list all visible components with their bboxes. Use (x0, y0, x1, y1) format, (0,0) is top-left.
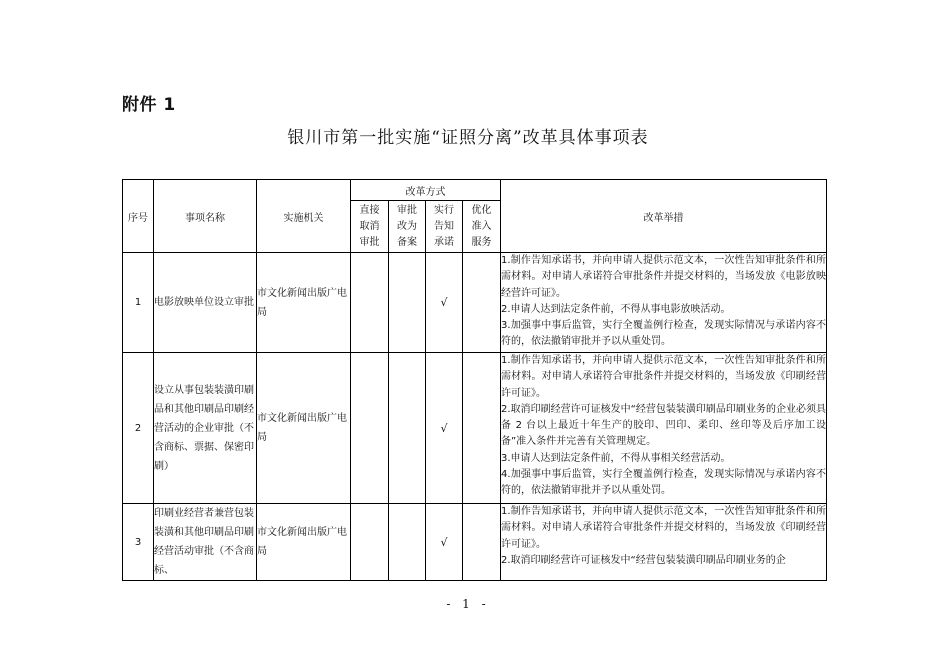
measure-item: 1.制作告知承诺书，并向申请人提供示范文本，一次性告知审批条件和所需材料。对申请人承诺符合审批条件并提交材料的，当场发放《印刷经营许可证》。 (501, 506, 826, 550)
row-agency: 市文化新闻出版广电局 (257, 353, 351, 504)
document-title: 银川市第一批实施“证照分离”改革具体事项表 (287, 128, 649, 148)
table-row (123, 253, 827, 353)
row-measures (501, 504, 827, 581)
mark-notice-commitment: √ (426, 353, 463, 504)
row-seq: 3 (123, 504, 154, 581)
row-item-name: 电影放映单位设立审批 (154, 253, 257, 353)
header-seq: 序号 (123, 180, 154, 253)
measure-item: 4.加强事中事后监管，实行全覆盖例行检查，发现实际情况与承诺内容不符的，依法撤销审批并予以从重处罚。 (501, 469, 826, 497)
mark-approval-to-filing (389, 253, 426, 353)
row-measures (501, 253, 827, 353)
measure-item: 1.制作告知承诺书，并向申请人提供示范文本，一次性告知审批条件和所需材料。对申请人承诺符合审批条件并提交材料的，当场发放《电影放映经营许可证》。 (501, 255, 826, 299)
measure-item: 3.申请人达到法定条件前，不得从事相关经营活动。 (501, 452, 731, 464)
row-seq: 2 (123, 353, 154, 504)
header-agency: 实施机关 (257, 180, 351, 253)
mark-notice-commitment: √ (426, 253, 463, 353)
measure-item: 2.取消印刷经营许可证核发中“经营包装装潢印刷品印刷业务的企业必须具备 2 台以上最近十年生产的胶印、凹印、柔印、丝印等及后序加工设备”准入条件并完善有关管理规定。 (501, 403, 826, 448)
reform-items-table (122, 179, 827, 581)
table-row (123, 504, 827, 581)
row-seq: 1 (123, 253, 154, 353)
mark-optimize-access (463, 253, 501, 353)
row-agency: 市文化新闻出版广电局 (257, 253, 351, 353)
mark-direct-cancel (351, 504, 389, 581)
row-item-name: 印刷业经营者兼营包装装潢和其他印刷品印刷经营活动审批（不含商标、 (154, 504, 257, 581)
mark-direct-cancel (351, 253, 389, 353)
measure-item: 3.加强事中事后监管，实行全覆盖例行检查，发现实际情况与承诺内容不符的，依法撤销审批并予以从重处罚。 (501, 320, 826, 348)
measure-item: 2.取消印刷经营许可证核发中“经营包装装潢印刷品印刷业务的企 (501, 554, 786, 566)
header-approval-to-filing: 审批改为备案 (389, 201, 426, 253)
mark-direct-cancel (351, 353, 389, 504)
mark-notice-commitment: √ (426, 504, 463, 581)
measure-item: 2.申请人达到法定条件前，不得从事电影放映活动。 (501, 303, 731, 315)
measure-item: 1.制作告知承诺书，并向申请人提供示范文本，一次性告知审批条件和所需材料。对申请人承诺符合审批条件并提交材料的，当场发放《印刷经营许可证》。 (501, 355, 826, 399)
header-direct-cancel: 直接取消审批 (351, 201, 389, 253)
mark-approval-to-filing (389, 353, 426, 504)
table-row (123, 353, 827, 504)
mark-optimize-access (463, 504, 501, 581)
mark-optimize-access (463, 353, 501, 504)
header-measures: 改革举措 (501, 180, 827, 253)
mark-approval-to-filing (389, 504, 426, 581)
attachment-label: 附件 1 (122, 95, 176, 115)
header-reform-method: 改革方式 (351, 180, 501, 201)
row-agency: 市文化新闻出版广电局 (257, 504, 351, 581)
row-measures (501, 353, 827, 504)
page-number: - 1 - (446, 597, 490, 611)
header-notice-commitment: 实行告知承诺 (426, 201, 463, 253)
row-item-name: 设立从事包装装潢印刷品和其他印刷品印刷经营活动的企业审批（不含商标、票据、保密印刷） (154, 353, 257, 504)
header-item-name: 事项名称 (154, 180, 257, 253)
header-optimize-access: 优化准入服务 (463, 201, 501, 253)
